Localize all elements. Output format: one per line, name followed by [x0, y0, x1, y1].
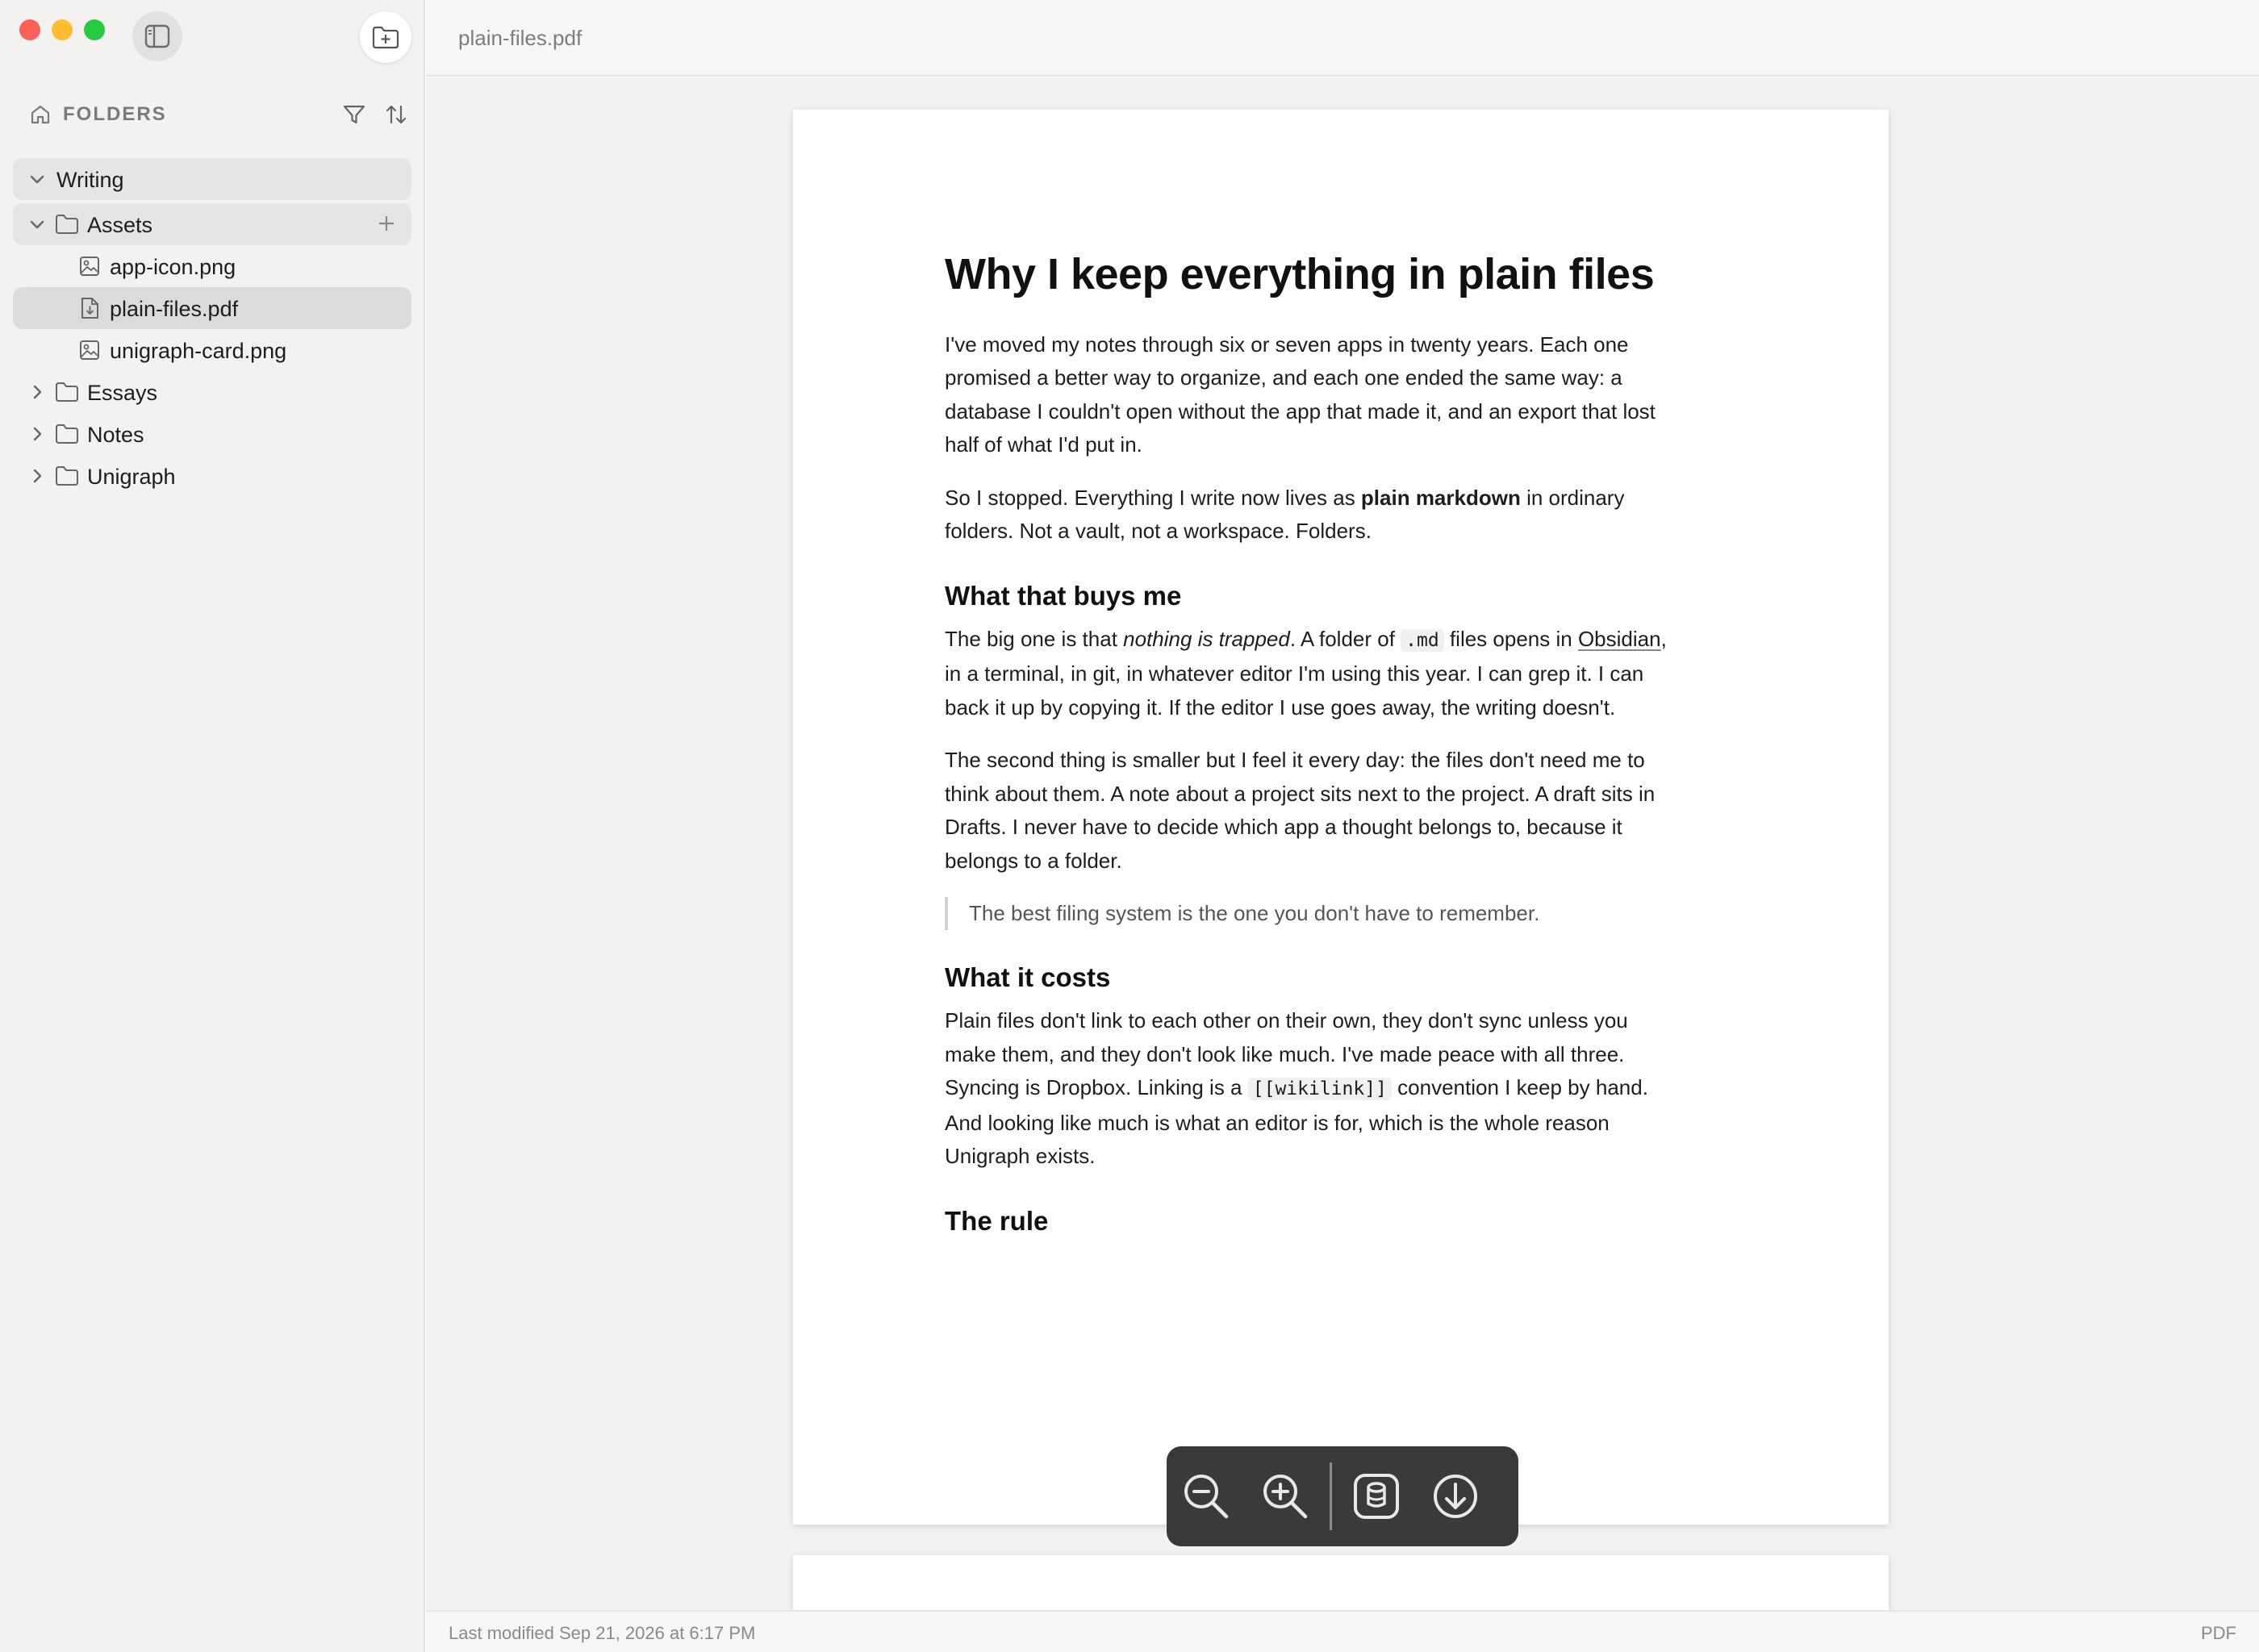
pdf-file-icon [77, 296, 102, 320]
chevron-right-icon[interactable] [27, 466, 47, 486]
tree-item-essays[interactable] [13, 371, 411, 413]
link-obsidian[interactable]: Obsidian [1577, 626, 1661, 651]
zoom-out-button[interactable] [1167, 1446, 1246, 1546]
tree-item-file-selected[interactable] [13, 287, 411, 329]
tree-item-writing[interactable] [13, 158, 411, 200]
download-button[interactable] [1416, 1446, 1495, 1546]
title-bar [426, 0, 2259, 77]
paragraph: The second thing is smaller but I feel it every day: the files don't need me to think about them. A note about a project sits next to the project. A draft sits in Drafts. I never have to decide which app a thought belongs to, because it belongs to a folder. [945, 748, 1656, 873]
image-file-icon [77, 338, 102, 362]
last-modified-text: Last modified Sep 21, 2026 at 6:17 PM [449, 1623, 756, 1643]
pdf-page-next [793, 1555, 1889, 1610]
paragraph: Plain files don't link to each other on their own, they don't sync unless you make them, and they don't look like much. I've made peace with all three. Syncing is Dropbox. Linking is a [[wikilink]] convention I keep by hand. And looking like much is what an editor is for, which is the whole reason Unigraph exists. [945, 1008, 1648, 1169]
zoom-in-button[interactable] [1246, 1446, 1325, 1546]
tree-item-label: Writing [56, 168, 124, 192]
folder-icon [55, 422, 79, 446]
paragraph: I've moved my notes through six or seven apps in twenty years. Each one promised a better way to organize, and each one ended the same way: a database I couldn't open without the app that made it, and an export that lost half of what I'd put in. [945, 332, 1656, 457]
chevron-down-icon[interactable] [27, 215, 47, 234]
tree-item-label: unigraph-card.png [110, 339, 287, 363]
zoom-out-icon [1178, 1468, 1234, 1525]
add-item-icon[interactable] [376, 213, 397, 234]
folder-plus-icon [371, 25, 400, 49]
tree-item-label: Essays [87, 381, 158, 405]
folders-header [29, 100, 408, 129]
filter-icon[interactable] [342, 102, 366, 127]
chevron-right-icon[interactable] [27, 382, 47, 402]
page-content [945, 248, 1679, 1248]
status-bar [426, 1610, 2259, 1652]
tree-item-notes[interactable] [13, 413, 411, 455]
section-heading: What it costs [945, 962, 1111, 993]
tree-item-label: app-icon.png [110, 255, 236, 279]
paragraph: So I stopped. Everything I write now lives as plain markdown in ordinary folders. Not a vault, not a workspace. Folders. [945, 485, 1625, 544]
file-type-label: PDF [2201, 1623, 2236, 1643]
section-heading: What that buys me [945, 580, 1182, 611]
toolbar-divider [1330, 1462, 1332, 1530]
document-filename: plain-files.pdf [458, 26, 582, 50]
print-icon [1348, 1468, 1405, 1525]
pdf-viewer[interactable] [426, 77, 2259, 1610]
tree-item-file[interactable] [13, 329, 411, 371]
zoom-in-icon [1257, 1468, 1313, 1525]
inline-code: .md [1401, 629, 1444, 652]
tree-item-label: Assets [87, 213, 153, 237]
bold-text: plain markdown [1360, 485, 1521, 510]
download-icon [1427, 1468, 1484, 1525]
document-title: Why I keep everything in plain files [945, 250, 1655, 298]
zoom-window-button[interactable] [84, 19, 105, 40]
chevron-right-icon[interactable] [27, 424, 47, 444]
print-button[interactable] [1337, 1446, 1416, 1546]
folder-icon [55, 464, 79, 488]
inline-code: [[wikilink]] [1248, 1078, 1392, 1100]
folder-icon [55, 212, 79, 236]
italic-text: nothing is trapped [1123, 626, 1290, 651]
tree-item-label: plain-files.pdf [110, 297, 239, 321]
pdf-page [793, 110, 1889, 1525]
tree-item-file[interactable] [13, 245, 411, 287]
pdf-toolbar [1167, 1446, 1518, 1546]
new-folder-button[interactable] [360, 11, 411, 63]
home-icon [29, 103, 52, 126]
blockquote: The best filing system is the one you don't have to remember. [945, 897, 1679, 930]
tree-item-label: Unigraph [87, 465, 176, 489]
image-file-icon [77, 254, 102, 278]
minimize-window-button[interactable] [52, 19, 73, 40]
sort-icon[interactable] [384, 102, 408, 127]
chevron-down-icon[interactable] [27, 169, 47, 189]
paragraph: The big one is that nothing is trapped. A folder of .md files opens in Obsidian, in a terminal, in git, in whatever editor I'm using this year. I can grep it. I can back it up by copying it. If the editor I use goes away, the writing doesn't. [945, 626, 1667, 720]
section-heading: The rule [945, 1205, 1049, 1236]
sidebar-icon [144, 24, 170, 48]
tree-item-unigraph[interactable] [13, 455, 411, 497]
tree-item-assets[interactable] [13, 203, 411, 245]
tree-item-label: Notes [87, 423, 144, 447]
toggle-sidebar-button[interactable] [132, 11, 182, 61]
sidebar [0, 0, 425, 1652]
folders-section-label: FOLDERS [63, 103, 167, 125]
folder-icon [55, 380, 79, 404]
folder-tree [13, 158, 411, 497]
close-window-button[interactable] [19, 19, 40, 40]
